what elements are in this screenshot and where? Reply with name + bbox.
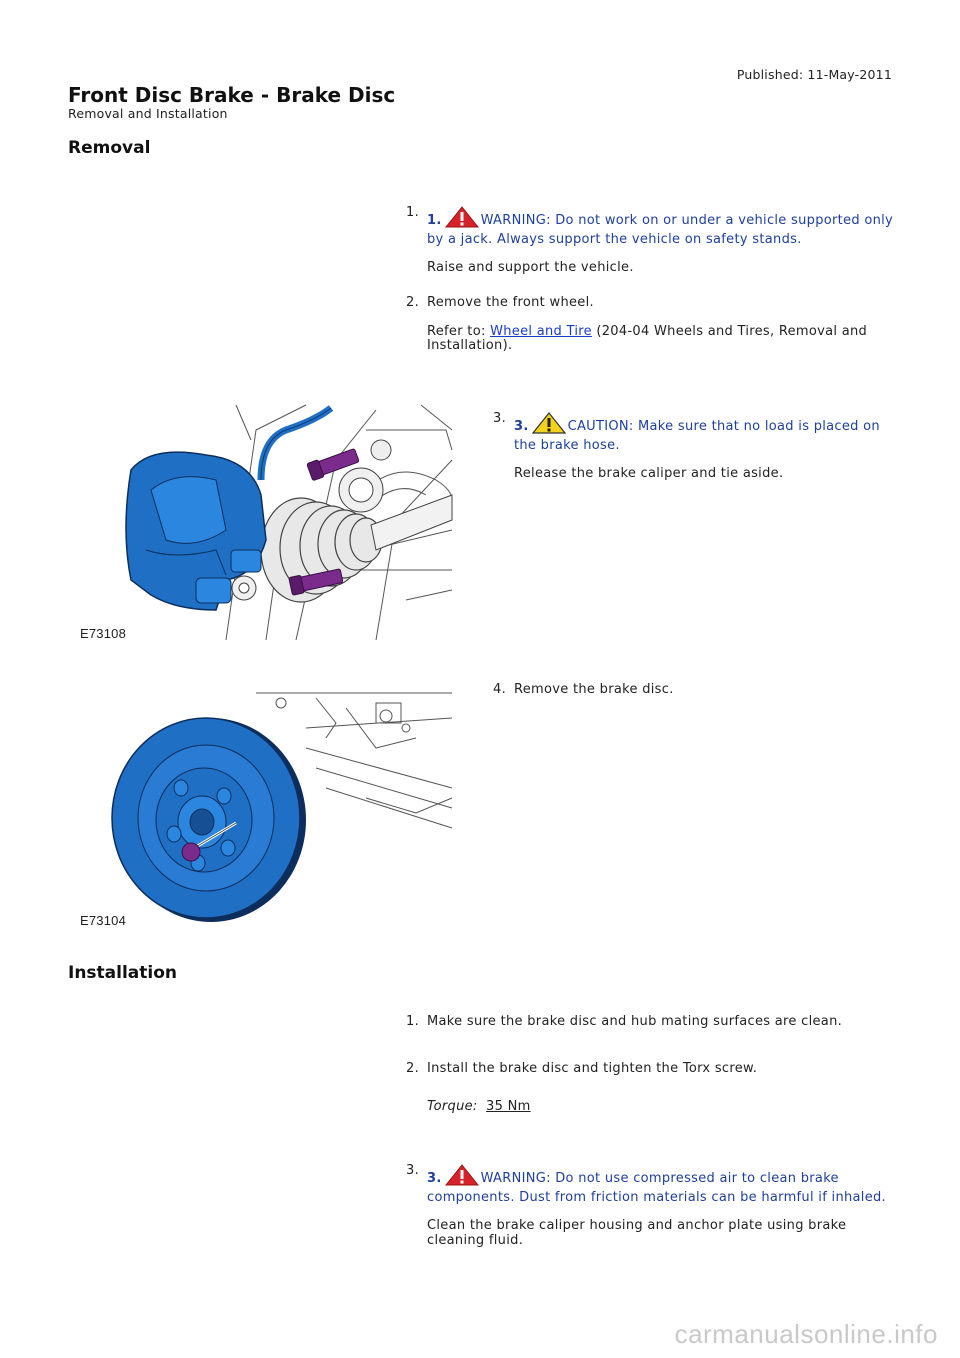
wheel-and-tire-link[interactable]: Wheel and Tire <box>490 323 592 339</box>
step-text: Remove the front wheel. <box>427 295 594 310</box>
step-text: Remove the brake disc. <box>514 682 674 697</box>
warning-lead: 3. <box>427 1171 442 1186</box>
warning-triangle-icon <box>445 1164 479 1191</box>
installation-step-3 <box>406 1163 897 1248</box>
warning-text: 3. WARNING: Do not use compressed air to clean brake components. Dust from friction materials can be harmful if inhaled. <box>427 1164 897 1205</box>
caution-lead: 3. <box>514 419 529 434</box>
watermark: carmanualsonline.info <box>674 1319 938 1349</box>
step-text: Make sure the brake disc and hub mating surfaces are clean. <box>427 1014 843 1029</box>
published-date: Published: 11-May-2011 <box>736 67 892 82</box>
step-text: Release the brake caliper and tie aside. <box>514 466 784 481</box>
caution-text: 3. CAUTION: Make sure that no load is placed on the brake hose. <box>514 412 894 453</box>
warning-lead: 1. <box>427 213 442 228</box>
brake-disc-figure <box>76 688 456 933</box>
step-text: Clean the brake caliper housing and anchor plate using brake cleaning fluid. <box>427 1218 847 1248</box>
page-title: Front Disc Brake - Brake Disc <box>68 83 396 107</box>
step-number: 1. <box>406 205 420 220</box>
removal-heading: Removal <box>68 138 151 158</box>
removal-step-2 <box>406 295 897 354</box>
step-number: 3. <box>493 411 507 426</box>
step-text: Install the brake disc and tighten the Torx screw. <box>427 1061 758 1076</box>
torque-label: Torque: <box>427 1098 478 1114</box>
brake-caliper-figure <box>76 400 456 645</box>
torque-spec <box>427 1100 897 1115</box>
installation-step-2 <box>406 1061 897 1114</box>
page-subtitle: Removal and Installation <box>68 106 228 121</box>
removal-step-4 <box>493 682 894 698</box>
refer-text: Refer to: Wheel and Tire (204-04 Wheels and Tires, Removal and Installation). <box>427 323 868 353</box>
step-number: 3. <box>406 1163 420 1178</box>
removal-step-1 <box>406 205 897 276</box>
step-text: Raise and support the vehicle. <box>427 260 634 275</box>
step-number: 2. <box>406 1061 420 1076</box>
figure-label: E73104 <box>80 913 127 928</box>
step-number: 4. <box>493 682 507 697</box>
installation-heading: Installation <box>68 963 178 983</box>
brake-caliper-illustration <box>76 400 456 645</box>
installation-step-1 <box>406 1014 897 1030</box>
figure-label: E73108 <box>80 626 127 641</box>
caution-triangle-icon <box>532 412 566 439</box>
step-number: 2. <box>406 295 420 310</box>
warning-text: 1. WARNING: Do not work on or under a vehicle supported only by a jack. Always support the vehicle on safety stands. <box>427 206 897 247</box>
step-number: 1. <box>406 1014 420 1029</box>
torque-value: 35 Nm <box>486 1098 531 1114</box>
warning-triangle-icon <box>445 206 479 233</box>
removal-step-3 <box>493 411 894 482</box>
brake-disc-illustration <box>76 688 456 933</box>
